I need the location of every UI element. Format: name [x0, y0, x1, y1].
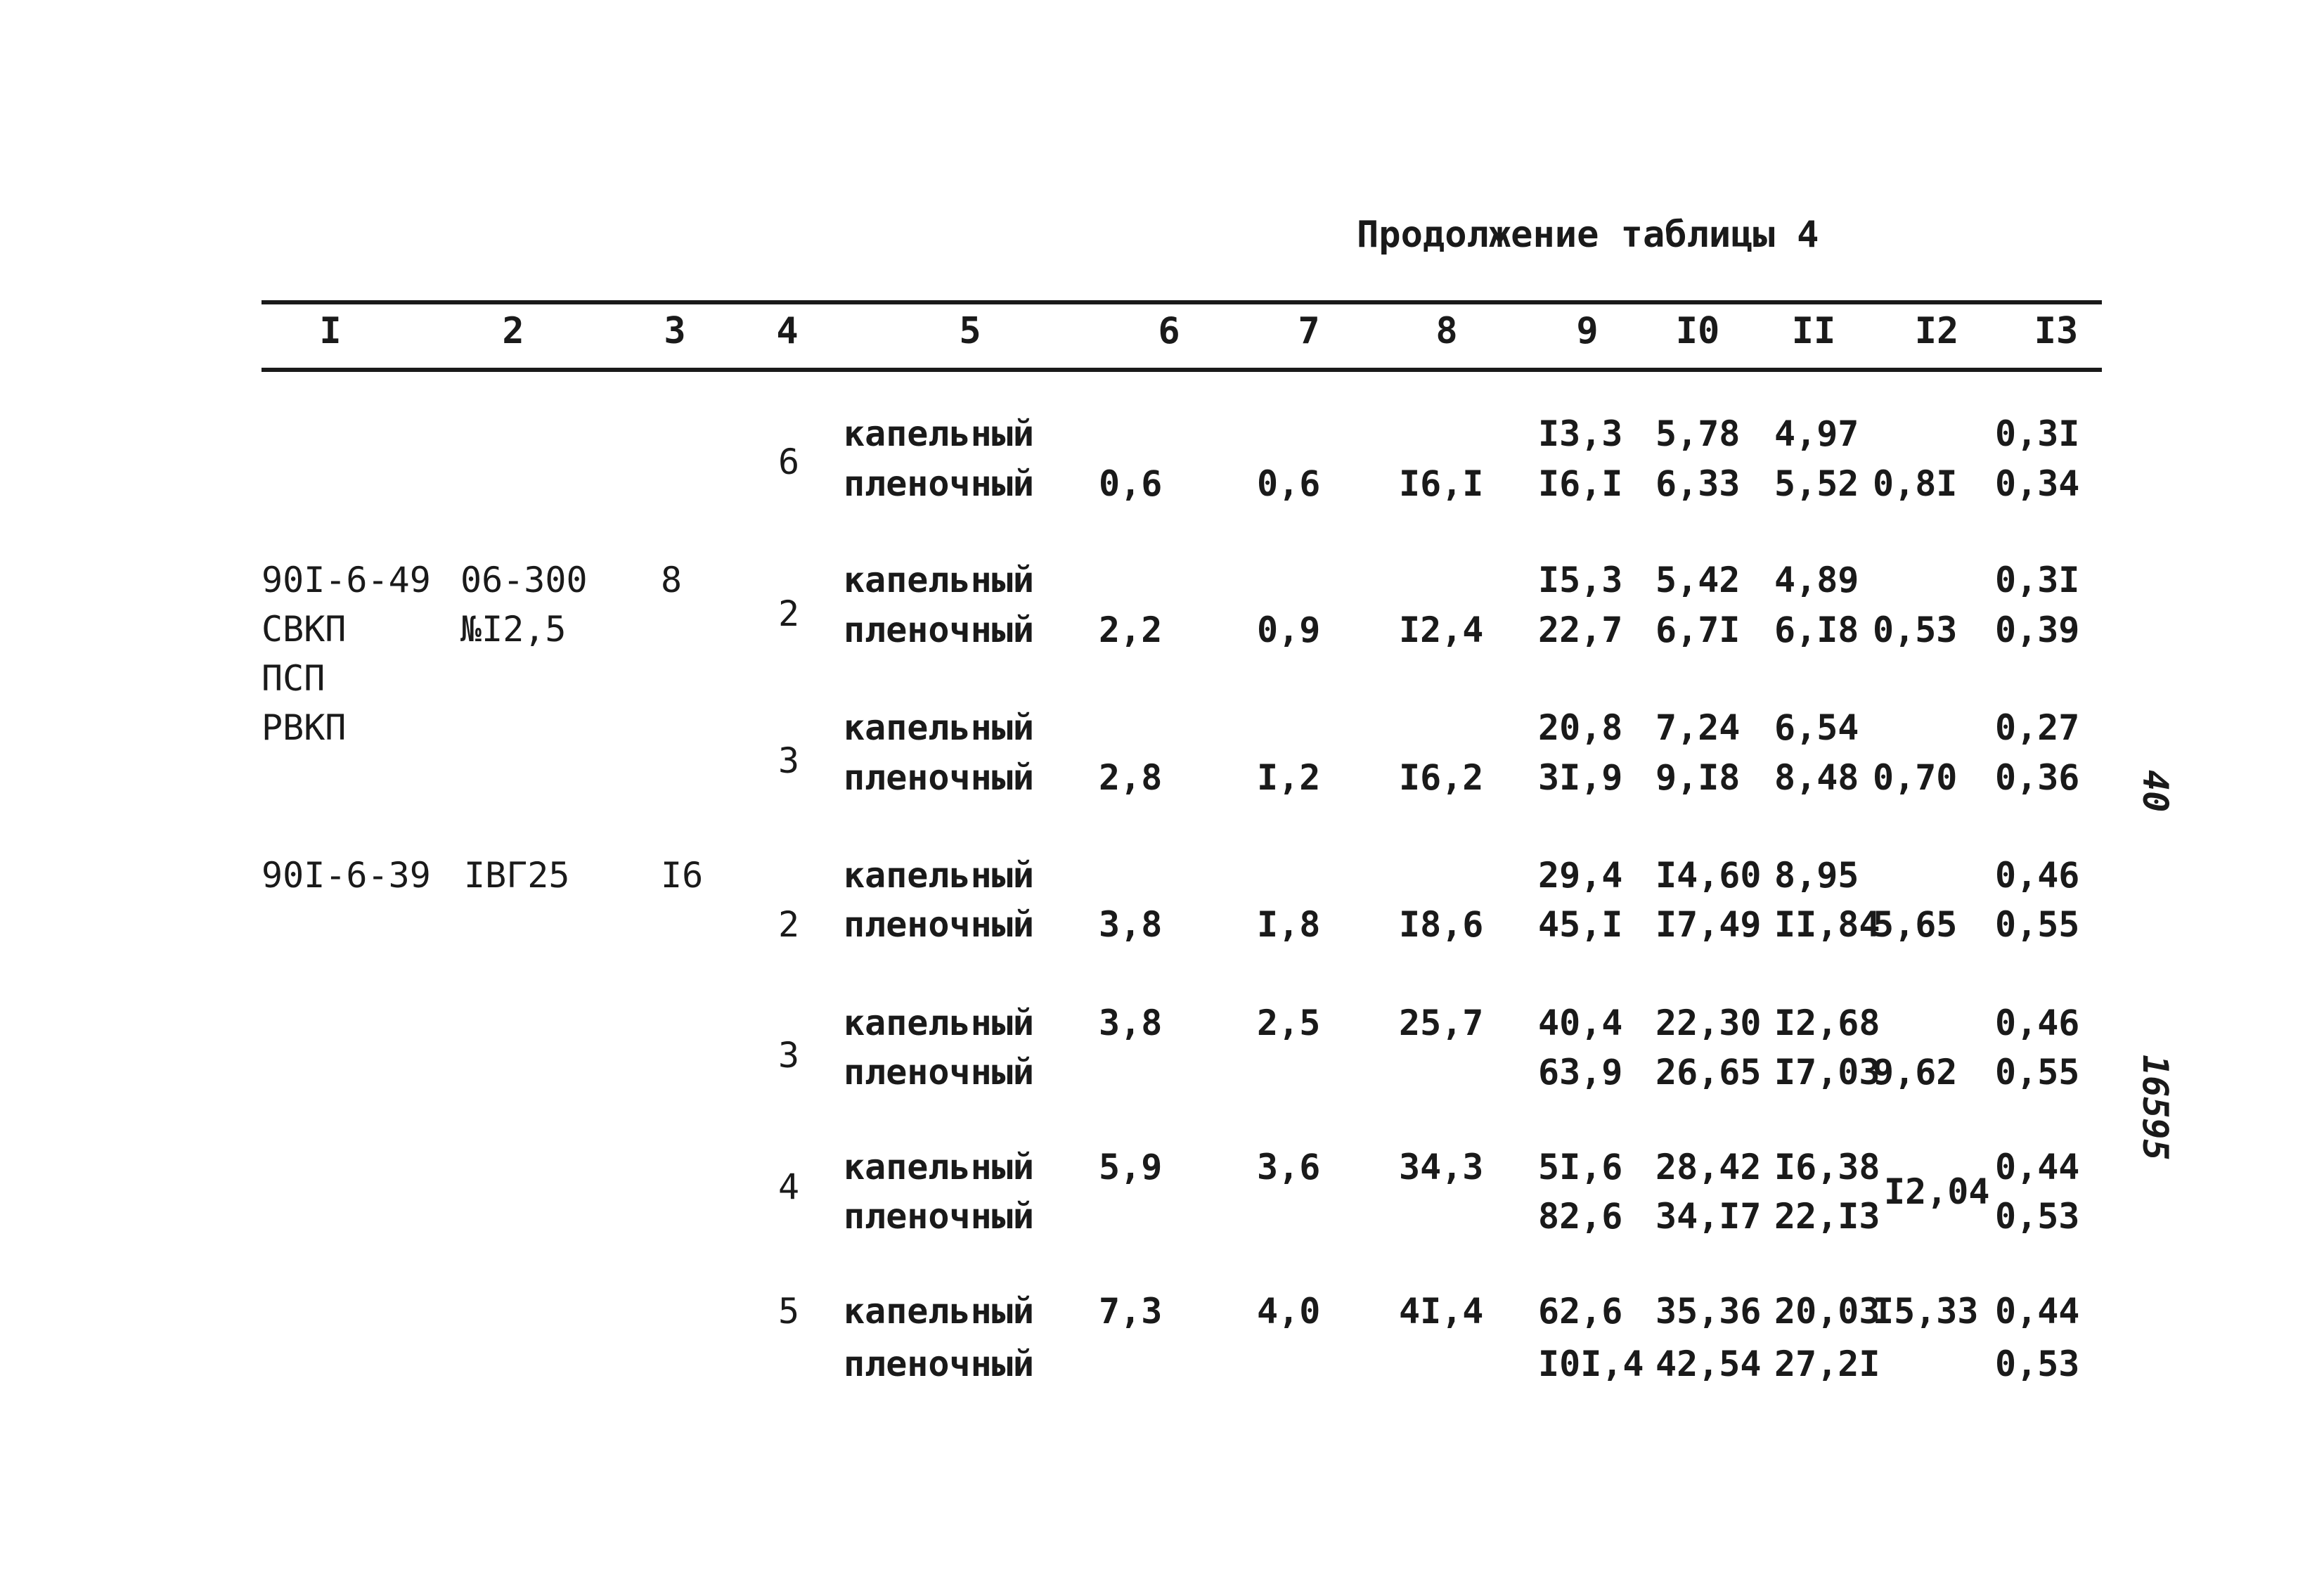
table-cell: 3I,9: [1538, 757, 1623, 798]
project-code: 90I-6-49: [262, 560, 431, 600]
table-cell: I0I,4: [1538, 1344, 1644, 1384]
table-cell: 63,9: [1538, 1052, 1623, 1093]
table-cell: 3,8: [1099, 904, 1163, 945]
table-cell: 20,03: [1774, 1291, 1880, 1332]
column-header: 5: [959, 310, 981, 352]
regime-label: капельный: [844, 560, 1034, 600]
stage-number: 3: [778, 1035, 800, 1076]
table-cell: 7,3: [1099, 1291, 1163, 1332]
table-cell: 5,52: [1774, 463, 1859, 504]
table-cell: 0,36: [1995, 757, 2080, 798]
table-cell: 42,54: [1655, 1344, 1762, 1384]
table-cell: 22,30: [1655, 1003, 1762, 1043]
column-header: 7: [1298, 310, 1320, 352]
table-cell: 2,5: [1257, 1003, 1321, 1043]
table-cell: 0,53: [1873, 610, 1958, 650]
column-header: I3: [2034, 310, 2079, 352]
table-cell: 3,6: [1257, 1147, 1321, 1187]
table-cell: I4,60: [1655, 855, 1762, 896]
table-cell: I6,2: [1399, 757, 1484, 798]
table-cell: 34,3: [1399, 1147, 1484, 1187]
table-cell: 0,55: [1995, 904, 2080, 945]
table-cell: I,8: [1257, 904, 1321, 945]
table-cell: 0,55: [1995, 1052, 2080, 1093]
table-cell: 7,24: [1655, 707, 1741, 748]
table-cell: 3,8: [1099, 1003, 1163, 1043]
table-cell: 25,7: [1399, 1003, 1484, 1043]
stage-number: 5: [778, 1291, 800, 1332]
table-cell: 5,9: [1099, 1147, 1163, 1187]
regime-label: пленочный: [844, 610, 1034, 650]
table-cell: I6,I: [1538, 463, 1623, 504]
regime-label: капельный: [844, 413, 1034, 454]
table-cell: 82,6: [1538, 1196, 1623, 1237]
header-top-rule: [262, 300, 2102, 304]
table-cell: 22,I3: [1774, 1196, 1880, 1237]
table-cell: I7,49: [1655, 904, 1762, 945]
regime-label: капельный: [844, 1003, 1034, 1043]
table-cell: 22,7: [1538, 610, 1623, 650]
header-bottom-rule: [262, 368, 2102, 372]
equipment-type: №I2,5: [460, 609, 567, 650]
table-cell: 0,9: [1257, 610, 1321, 650]
column-header: 2: [502, 310, 524, 352]
table-cell: I5,33: [1873, 1291, 1979, 1332]
column-header: 4: [776, 310, 799, 352]
table-cell: I6: [661, 855, 704, 896]
table-cell: 2,2: [1099, 610, 1163, 650]
table-cell: I,2: [1257, 757, 1321, 798]
table-cell: 2,8: [1099, 757, 1163, 798]
column-header: I: [319, 310, 342, 352]
table-cell: 0,44: [1995, 1147, 2080, 1187]
table-cell: 0,27: [1995, 707, 2080, 748]
regime-label: капельный: [844, 707, 1034, 748]
column-header: I2: [1914, 310, 1959, 352]
column-header: 6: [1158, 310, 1180, 352]
equipment-type: IВГ25: [464, 855, 570, 896]
table-cell: 34,I7: [1655, 1196, 1762, 1237]
table-cell: I5,3: [1538, 560, 1623, 600]
table-cell: 0,3I: [1995, 413, 2080, 454]
table-cell: 9,I8: [1655, 757, 1741, 798]
regime-label: капельный: [844, 855, 1034, 896]
project-code: СВКП: [262, 609, 347, 650]
regime-label: пленочный: [844, 757, 1034, 798]
table-cell: 35,36: [1655, 1291, 1762, 1332]
project-code: ПСП: [262, 658, 325, 699]
table-cell: II,84: [1774, 904, 1880, 945]
stage-number: 3: [778, 740, 800, 781]
regime-label: пленочный: [844, 1344, 1034, 1384]
table-cell: I2,4: [1399, 610, 1484, 650]
regime-label: пленочный: [844, 1052, 1034, 1093]
table-cell: 0,46: [1995, 1003, 2080, 1043]
table-cell: 0,8I: [1873, 463, 1958, 504]
table-cell: I2,68: [1774, 1003, 1880, 1043]
column-header: I0: [1675, 310, 1720, 352]
table-cell: 5,42: [1655, 560, 1741, 600]
stage-number: 4: [778, 1166, 800, 1207]
table-cell: 0,34: [1995, 463, 2080, 504]
table-cell: 0,44: [1995, 1291, 2080, 1332]
table-cell: I3,3: [1538, 413, 1623, 454]
table-cell: 5,65: [1873, 904, 1958, 945]
table-caption: Продолжение таблицы 4: [1357, 214, 1819, 256]
page-number: 40: [2135, 770, 2176, 813]
table-cell: 0,46: [1995, 855, 2080, 896]
regime-label: пленочный: [844, 904, 1034, 945]
table-cell: 0,53: [1995, 1196, 2080, 1237]
document-number: 16595: [2135, 1055, 2176, 1161]
table-cell: 0,53: [1995, 1344, 2080, 1384]
regime-label: капельный: [844, 1147, 1034, 1187]
table-cell: I7,03: [1774, 1052, 1880, 1093]
table-cell: 4I,4: [1399, 1291, 1484, 1332]
regime-label: капельный: [844, 1291, 1034, 1332]
table-cell: 4,0: [1257, 1291, 1321, 1332]
table-cell: I6,38: [1774, 1147, 1880, 1187]
regime-label: пленочный: [844, 1196, 1034, 1237]
table-cell: 8: [661, 560, 683, 600]
table-cell: 6,54: [1774, 707, 1859, 748]
regime-label: пленочный: [844, 463, 1034, 504]
stage-number: 6: [778, 442, 800, 482]
table-cell: 0,39: [1995, 610, 2080, 650]
project-code: 90I-6-39: [262, 855, 431, 896]
table-cell: 4,97: [1774, 413, 1859, 454]
table-cell: 20,8: [1538, 707, 1623, 748]
table-cell: 8,48: [1774, 757, 1859, 798]
stage-number: 2: [778, 593, 800, 634]
column-header: II: [1791, 310, 1836, 352]
table-cell: 5,78: [1655, 413, 1741, 454]
table-cell: 62,6: [1538, 1291, 1623, 1332]
table-cell: 26,65: [1655, 1052, 1762, 1093]
table-cell: I6,I: [1399, 463, 1484, 504]
stage-number: 2: [778, 904, 800, 945]
table-cell: 0,6: [1257, 463, 1321, 504]
table-cell: 6,33: [1655, 463, 1741, 504]
column-header: 9: [1576, 310, 1599, 352]
table-cell: 0,6: [1099, 463, 1163, 504]
table-cell: 27,2I: [1774, 1344, 1880, 1384]
table-cell: 45,I: [1538, 904, 1623, 945]
table-cell: 9,62: [1873, 1052, 1958, 1093]
equipment-type: 06-300: [460, 560, 588, 600]
column-header: 8: [1435, 310, 1458, 352]
table-cell: 28,42: [1655, 1147, 1762, 1187]
table-cell: 8,95: [1774, 855, 1859, 896]
table-cell: I2,04: [1884, 1171, 1990, 1212]
column-header: 3: [664, 310, 686, 352]
table-cell: I8,6: [1399, 904, 1484, 945]
table-cell: 6,7I: [1655, 610, 1741, 650]
table-cell: 29,4: [1538, 855, 1623, 896]
table-cell: 0,70: [1873, 757, 1958, 798]
table-cell: 5I,6: [1538, 1147, 1623, 1187]
table-cell: 40,4: [1538, 1003, 1623, 1043]
table-cell: 0,3I: [1995, 560, 2080, 600]
project-code: РВКП: [262, 707, 347, 748]
table-cell: 4,89: [1774, 560, 1859, 600]
table-cell: 6,I8: [1774, 610, 1859, 650]
